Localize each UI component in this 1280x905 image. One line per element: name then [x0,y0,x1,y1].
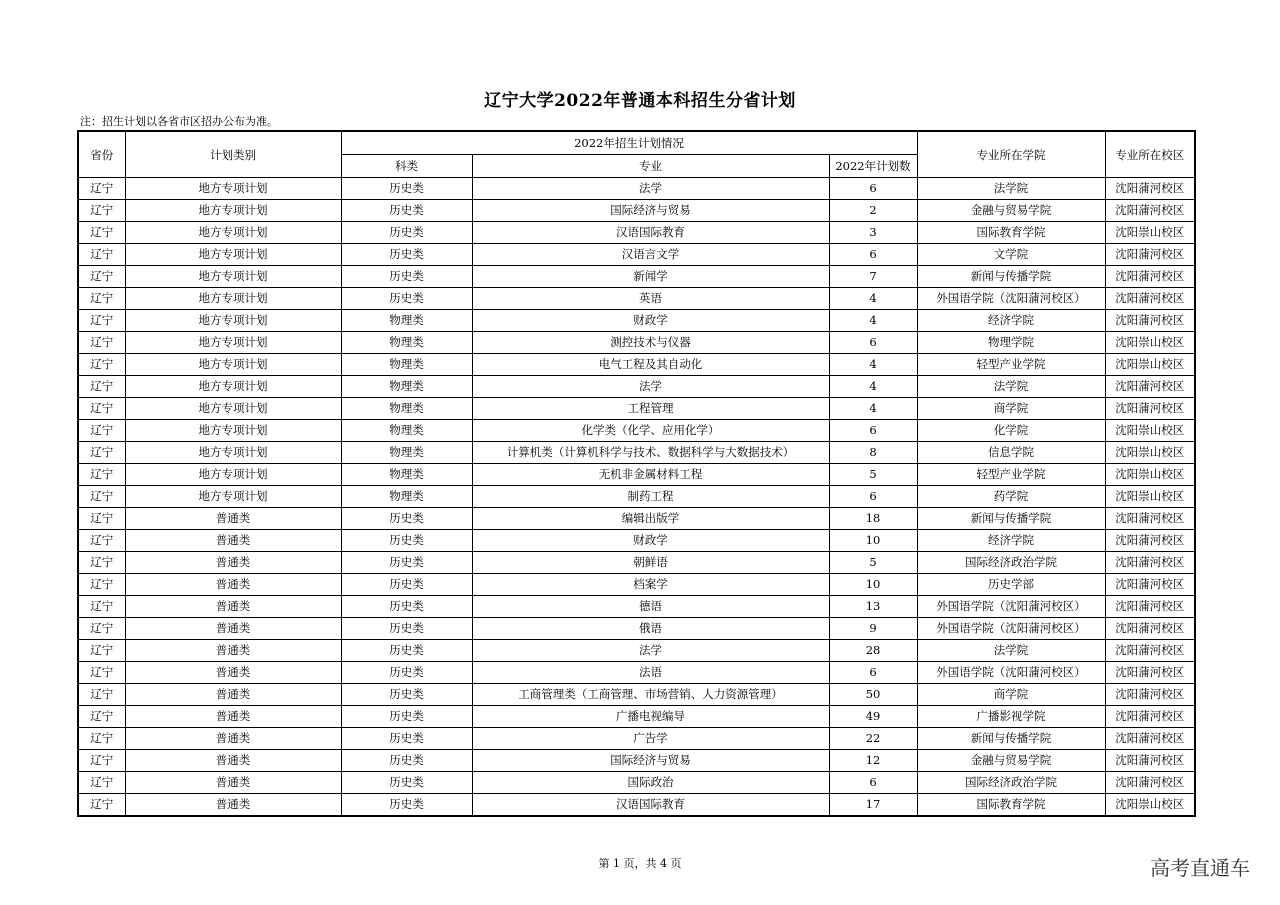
cell-subject: 历史类 [341,266,472,288]
cell-college: 经济学院 [917,310,1105,332]
cell-campus: 沈阳蒲河校区 [1105,244,1195,266]
cell-province: 辽宁 [78,464,125,486]
cell-count: 50 [829,684,917,706]
cell-province: 辽宁 [78,728,125,750]
cell-subject: 物理类 [341,398,472,420]
cell-province: 辽宁 [78,486,125,508]
cell-province: 辽宁 [78,640,125,662]
table-row [78,222,1195,244]
cell-college: 金融与贸易学院 [917,750,1105,772]
cell-major: 国际经济与贸易 [472,750,829,772]
cell-college: 文学院 [917,244,1105,266]
cell-subject: 历史类 [341,794,472,817]
table-row [78,420,1195,442]
cell-count: 49 [829,706,917,728]
cell-major: 电气工程及其自动化 [472,354,829,376]
header-count: 2022年计划数 [829,155,917,178]
cell-subject: 历史类 [341,596,472,618]
cell-college: 国际经济政治学院 [917,552,1105,574]
table-body [78,178,1195,817]
cell-plan-type: 普通类 [125,508,341,530]
cell-subject: 历史类 [341,684,472,706]
cell-college: 新闻与传播学院 [917,728,1105,750]
cell-major: 无机非金属材料工程 [472,464,829,486]
cell-major: 制药工程 [472,486,829,508]
cell-count: 3 [829,222,917,244]
cell-major: 法学 [472,640,829,662]
cell-subject: 物理类 [341,310,472,332]
cell-plan-type: 地方专项计划 [125,310,341,332]
cell-province: 辽宁 [78,398,125,420]
cell-campus: 沈阳崇山校区 [1105,332,1195,354]
cell-campus: 沈阳蒲河校区 [1105,398,1195,420]
cell-campus: 沈阳蒲河校区 [1105,200,1195,222]
header-subject: 科类 [341,155,472,178]
cell-major: 汉语国际教育 [472,794,829,817]
cell-plan-type: 地方专项计划 [125,332,341,354]
cell-college: 外国语学院（沈阳蒲河校区） [917,618,1105,640]
cell-major: 测控技术与仪器 [472,332,829,354]
header-plan-type: 计划类别 [125,131,341,178]
cell-campus: 沈阳蒲河校区 [1105,574,1195,596]
cell-subject: 历史类 [341,750,472,772]
cell-campus: 沈阳蒲河校区 [1105,530,1195,552]
cell-major: 计算机类（计算机科学与技术、数据科学与大数据技术） [472,442,829,464]
cell-plan-type: 普通类 [125,750,341,772]
table-row [78,640,1195,662]
cell-college: 历史学部 [917,574,1105,596]
cell-plan-type: 地方专项计划 [125,354,341,376]
cell-province: 辽宁 [78,662,125,684]
cell-province: 辽宁 [78,508,125,530]
cell-subject: 历史类 [341,662,472,684]
header-campus: 专业所在校区 [1105,131,1195,178]
cell-province: 辽宁 [78,442,125,464]
cell-subject: 物理类 [341,464,472,486]
header-province: 省份 [78,131,125,178]
cell-major: 广告学 [472,728,829,750]
cell-plan-type: 地方专项计划 [125,288,341,310]
cell-plan-type: 地方专项计划 [125,200,341,222]
cell-college: 商学院 [917,684,1105,706]
cell-college: 物理学院 [917,332,1105,354]
cell-subject: 物理类 [341,486,472,508]
cell-plan-type: 地方专项计划 [125,464,341,486]
table-row [78,508,1195,530]
table-row [78,552,1195,574]
cell-major: 英语 [472,288,829,310]
cell-major: 编辑出版学 [472,508,829,530]
cell-plan-type: 普通类 [125,574,341,596]
cell-count: 22 [829,728,917,750]
cell-count: 4 [829,310,917,332]
table-row [78,486,1195,508]
cell-campus: 沈阳蒲河校区 [1105,750,1195,772]
cell-major: 国际经济与贸易 [472,200,829,222]
cell-campus: 沈阳蒲河校区 [1105,288,1195,310]
cell-college: 新闻与传播学院 [917,508,1105,530]
cell-campus: 沈阳蒲河校区 [1105,552,1195,574]
table-row [78,574,1195,596]
cell-count: 4 [829,398,917,420]
cell-count: 6 [829,178,917,200]
cell-province: 辽宁 [78,706,125,728]
enrollment-plan-table [77,130,1196,817]
cell-province: 辽宁 [78,200,125,222]
cell-plan-type: 普通类 [125,684,341,706]
cell-province: 辽宁 [78,574,125,596]
cell-province: 辽宁 [78,420,125,442]
cell-plan-type: 普通类 [125,794,341,817]
cell-campus: 沈阳蒲河校区 [1105,596,1195,618]
cell-major: 法学 [472,178,829,200]
cell-major: 广播电视编导 [472,706,829,728]
cell-province: 辽宁 [78,530,125,552]
cell-major: 朝鲜语 [472,552,829,574]
cell-campus: 沈阳蒲河校区 [1105,728,1195,750]
header-group: 2022年招生计划情况 [341,131,917,155]
cell-major: 财政学 [472,530,829,552]
cell-province: 辽宁 [78,596,125,618]
cell-subject: 历史类 [341,200,472,222]
cell-campus: 沈阳蒲河校区 [1105,310,1195,332]
cell-plan-type: 普通类 [125,618,341,640]
table-row [78,728,1195,750]
cell-count: 4 [829,288,917,310]
cell-college: 信息学院 [917,442,1105,464]
cell-province: 辽宁 [78,354,125,376]
cell-count: 10 [829,530,917,552]
cell-province: 辽宁 [78,684,125,706]
cell-college: 药学院 [917,486,1105,508]
cell-province: 辽宁 [78,310,125,332]
cell-campus: 沈阳蒲河校区 [1105,266,1195,288]
cell-subject: 历史类 [341,222,472,244]
cell-campus: 沈阳蒲河校区 [1105,508,1195,530]
watermark: 高考直通车 [1150,856,1250,880]
cell-major: 工商管理类（工商管理、市场营销、人力资源管理） [472,684,829,706]
cell-count: 7 [829,266,917,288]
cell-subject: 历史类 [341,574,472,596]
table-row [78,662,1195,684]
cell-count: 6 [829,420,917,442]
cell-subject: 历史类 [341,508,472,530]
cell-college: 轻型产业学院 [917,354,1105,376]
cell-subject: 物理类 [341,332,472,354]
cell-campus: 沈阳蒲河校区 [1105,618,1195,640]
page-title: 辽宁大学2022年普通本科招生分省计划 [484,91,796,111]
cell-plan-type: 普通类 [125,706,341,728]
cell-subject: 历史类 [341,728,472,750]
cell-campus: 沈阳崇山校区 [1105,486,1195,508]
cell-college: 外国语学院（沈阳蒲河校区） [917,288,1105,310]
cell-province: 辽宁 [78,222,125,244]
table-row [78,354,1195,376]
cell-campus: 沈阳蒲河校区 [1105,640,1195,662]
cell-campus: 沈阳蒲河校区 [1105,684,1195,706]
cell-campus: 沈阳崇山校区 [1105,464,1195,486]
cell-major: 国际政治 [472,772,829,794]
cell-count: 28 [829,640,917,662]
cell-count: 17 [829,794,917,817]
cell-plan-type: 地方专项计划 [125,376,341,398]
cell-plan-type: 地方专项计划 [125,420,341,442]
cell-plan-type: 普通类 [125,728,341,750]
cell-college: 金融与贸易学院 [917,200,1105,222]
cell-college: 广播影视学院 [917,706,1105,728]
cell-college: 法学院 [917,640,1105,662]
cell-count: 9 [829,618,917,640]
header-major: 专业 [472,155,829,178]
cell-province: 辽宁 [78,244,125,266]
table-row [78,464,1195,486]
cell-plan-type: 普通类 [125,596,341,618]
note-text: 注：招生计划以各省市区招办公布为准。 [80,115,278,128]
cell-subject: 历史类 [341,552,472,574]
cell-plan-type: 普通类 [125,640,341,662]
cell-subject: 物理类 [341,442,472,464]
cell-province: 辽宁 [78,552,125,574]
cell-plan-type: 普通类 [125,662,341,684]
cell-campus: 沈阳崇山校区 [1105,442,1195,464]
table-row [78,310,1195,332]
cell-count: 8 [829,442,917,464]
cell-province: 辽宁 [78,794,125,817]
cell-count: 2 [829,200,917,222]
table-row [78,288,1195,310]
cell-subject: 历史类 [341,640,472,662]
table-row [78,332,1195,354]
cell-count: 6 [829,332,917,354]
cell-major: 法学 [472,376,829,398]
cell-campus: 沈阳崇山校区 [1105,354,1195,376]
cell-subject: 历史类 [341,178,472,200]
cell-count: 6 [829,486,917,508]
cell-major: 德语 [472,596,829,618]
table-row [78,596,1195,618]
cell-count: 12 [829,750,917,772]
cell-college: 国际教育学院 [917,222,1105,244]
cell-province: 辽宁 [78,376,125,398]
cell-major: 新闻学 [472,266,829,288]
cell-subject: 历史类 [341,530,472,552]
table-row [78,398,1195,420]
table-row [78,376,1195,398]
cell-campus: 沈阳蒲河校区 [1105,662,1195,684]
header-college: 专业所在学院 [917,131,1105,178]
table-row [78,618,1195,640]
cell-major: 财政学 [472,310,829,332]
cell-major: 汉语国际教育 [472,222,829,244]
cell-subject: 物理类 [341,376,472,398]
cell-count: 5 [829,464,917,486]
table-row [78,794,1195,817]
cell-campus: 沈阳崇山校区 [1105,222,1195,244]
table-row [78,244,1195,266]
cell-count: 18 [829,508,917,530]
cell-campus: 沈阳蒲河校区 [1105,772,1195,794]
cell-count: 13 [829,596,917,618]
cell-college: 经济学院 [917,530,1105,552]
cell-college: 外国语学院（沈阳蒲河校区） [917,662,1105,684]
cell-campus: 沈阳蒲河校区 [1105,178,1195,200]
cell-count: 6 [829,662,917,684]
cell-major: 档案学 [472,574,829,596]
cell-campus: 沈阳崇山校区 [1105,794,1195,817]
cell-province: 辽宁 [78,618,125,640]
cell-campus: 沈阳蒲河校区 [1105,376,1195,398]
cell-subject: 历史类 [341,618,472,640]
cell-province: 辽宁 [78,266,125,288]
cell-plan-type: 普通类 [125,772,341,794]
cell-subject: 物理类 [341,354,472,376]
cell-major: 化学类（化学、应用化学） [472,420,829,442]
cell-province: 辽宁 [78,772,125,794]
cell-province: 辽宁 [78,332,125,354]
cell-major: 俄语 [472,618,829,640]
cell-plan-type: 地方专项计划 [125,244,341,266]
table-row [78,684,1195,706]
table-row [78,772,1195,794]
cell-college: 国际教育学院 [917,794,1105,817]
cell-plan-type: 地方专项计划 [125,442,341,464]
cell-campus: 沈阳崇山校区 [1105,420,1195,442]
cell-major: 工程管理 [472,398,829,420]
table-row [78,178,1195,200]
cell-college: 国际经济政治学院 [917,772,1105,794]
cell-major: 法语 [472,662,829,684]
table-row [78,200,1195,222]
cell-province: 辽宁 [78,288,125,310]
cell-plan-type: 地方专项计划 [125,486,341,508]
cell-campus: 沈阳蒲河校区 [1105,706,1195,728]
table-row [78,442,1195,464]
cell-count: 6 [829,244,917,266]
cell-subject: 历史类 [341,706,472,728]
cell-province: 辽宁 [78,750,125,772]
cell-count: 4 [829,354,917,376]
cell-plan-type: 地方专项计划 [125,178,341,200]
cell-college: 新闻与传播学院 [917,266,1105,288]
cell-count: 5 [829,552,917,574]
page-footer: 第 1 页，共 4 页 [598,857,682,870]
cell-college: 化学院 [917,420,1105,442]
cell-plan-type: 地方专项计划 [125,266,341,288]
cell-college: 法学院 [917,376,1105,398]
cell-plan-type: 地方专项计划 [125,398,341,420]
table-row [78,706,1195,728]
cell-subject: 物理类 [341,420,472,442]
cell-plan-type: 普通类 [125,530,341,552]
cell-college: 轻型产业学院 [917,464,1105,486]
table-row [78,530,1195,552]
cell-count: 6 [829,772,917,794]
cell-college: 商学院 [917,398,1105,420]
table-row [78,750,1195,772]
cell-province: 辽宁 [78,178,125,200]
cell-count: 4 [829,376,917,398]
table-row [78,266,1195,288]
cell-plan-type: 普通类 [125,552,341,574]
cell-subject: 历史类 [341,244,472,266]
cell-count: 10 [829,574,917,596]
cell-subject: 历史类 [341,772,472,794]
cell-subject: 历史类 [341,288,472,310]
cell-plan-type: 地方专项计划 [125,222,341,244]
cell-major: 汉语言文学 [472,244,829,266]
cell-college: 法学院 [917,178,1105,200]
cell-college: 外国语学院（沈阳蒲河校区） [917,596,1105,618]
